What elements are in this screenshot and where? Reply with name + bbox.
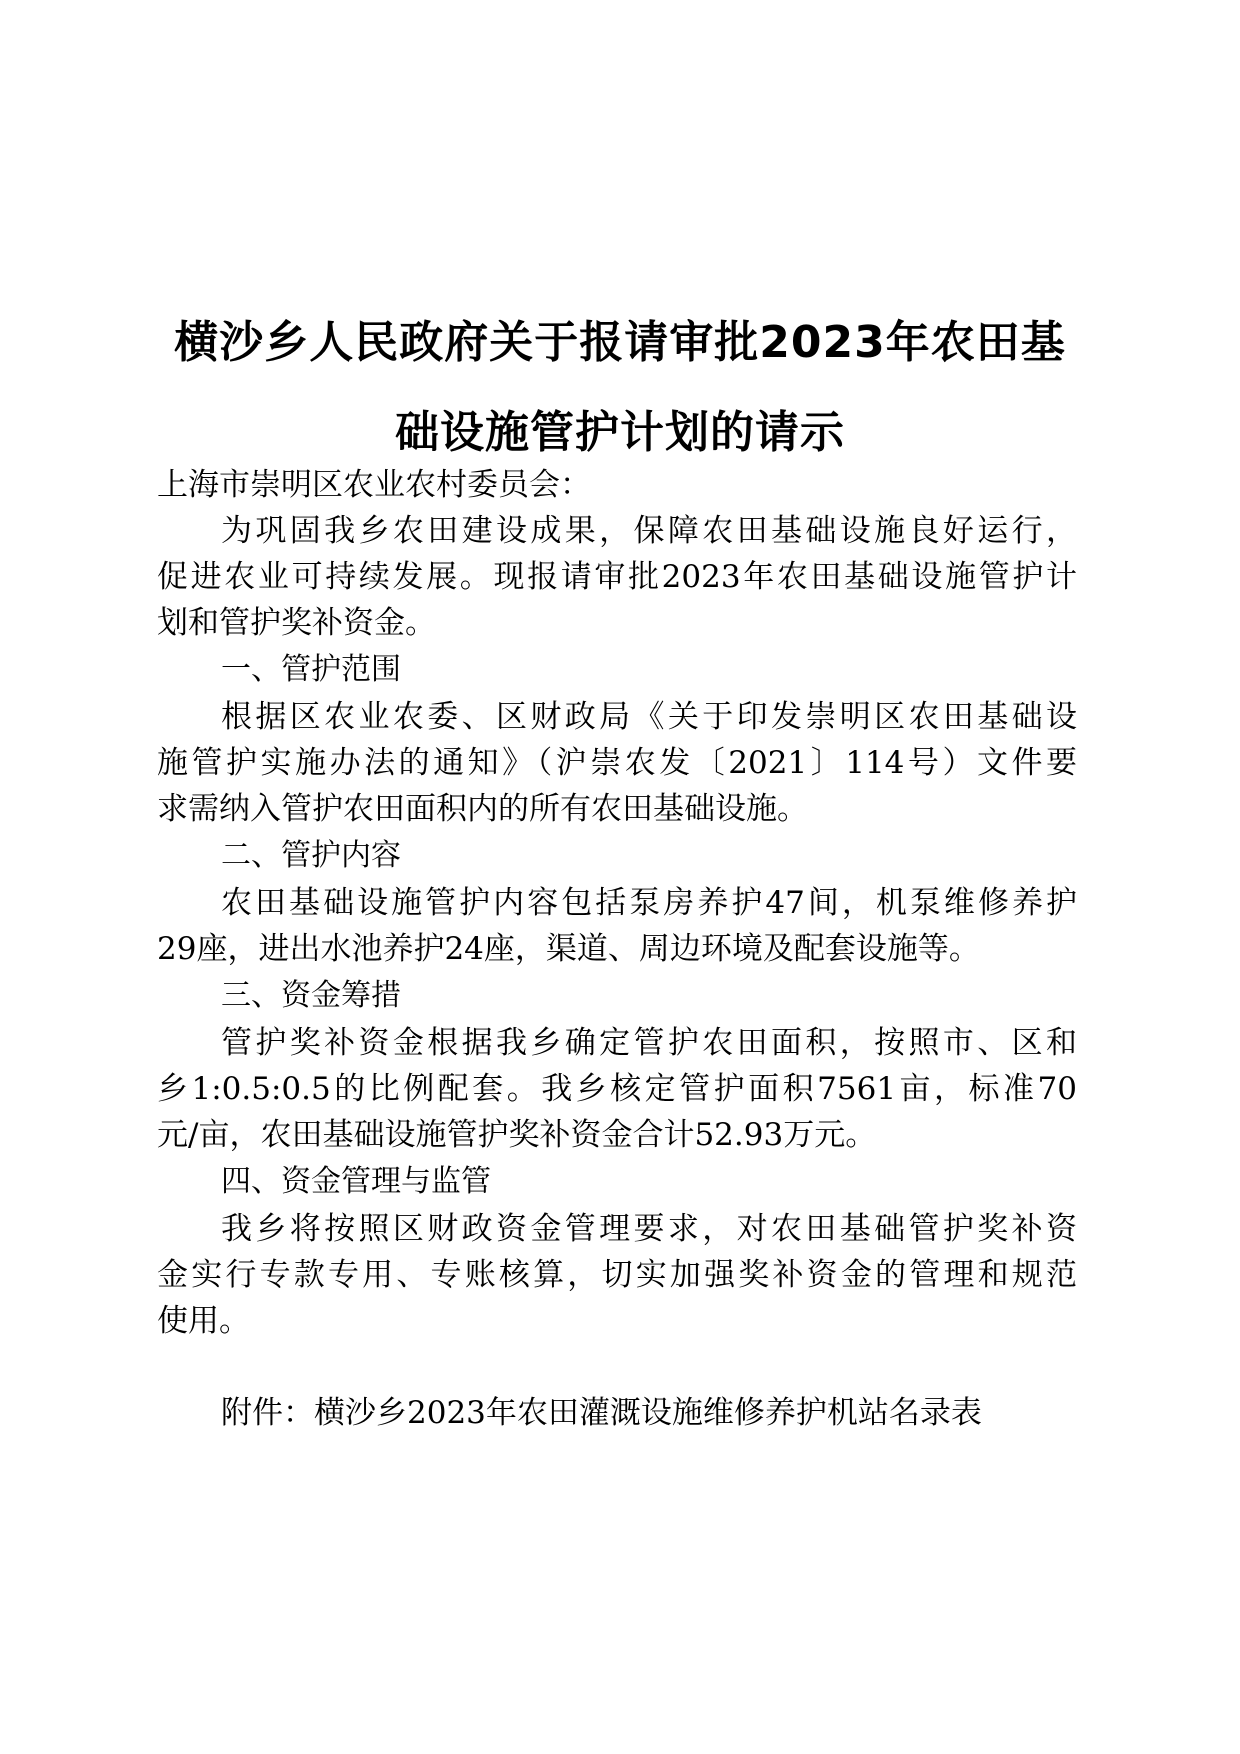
section-line: 根据区农业农委、区财政局《关于印发崇明区农田基础设 (221, 699, 1077, 735)
section-line: 农田基础设施管护内容包括泵房养护47间，机泵维修养护 (221, 885, 1077, 921)
section-heading-funding: 三、资金筹措 (221, 978, 401, 1013)
document-title-line-1: 横沙乡人民政府关于报请审批2023年农田基 (174, 317, 1066, 368)
section-line: 管护奖补资金根据我乡确定管护农田面积，按照市、区和 (221, 1025, 1077, 1061)
intro-line: 划和管护奖补资金。 (157, 605, 436, 641)
addressee: 上海市崇明区农业农村委员会： (157, 467, 591, 503)
section-heading-content: 二、管护内容 (221, 838, 401, 873)
section-line: 金实行专款专用、专账核算，切实加强奖补资金的管理和规范 (157, 1257, 1077, 1293)
section-line: 29座，进出水池养护24座，渠道、周边环境及配套设施等。 (157, 931, 980, 967)
document-title-line-2: 础设施管护计划的请示 (395, 407, 845, 458)
intro-line: 为巩固我乡农田建设成果，保障农田基础设施良好运行， (221, 513, 1077, 549)
section-line: 使用。 (157, 1303, 250, 1339)
section-line: 施管护实施办法的通知》（沪崇农发〔2021〕114号）文件要 (157, 745, 1077, 781)
section-line: 乡1:0.5:0.5的比例配套。我乡核定管护面积7561亩，标准70 (157, 1071, 1077, 1107)
section-heading-management: 四、资金管理与监管 (221, 1164, 491, 1199)
section-line: 求需纳入管护农田面积内的所有农田基础设施。 (157, 791, 808, 827)
intro-line: 促进农业可持续发展。现报请审批2023年农田基础设施管护计 (157, 559, 1077, 595)
section-heading-scope: 一、管护范围 (221, 652, 401, 687)
attachment-note: 附件：横沙乡2023年农田灌溉设施维修养护机站名录表 (221, 1395, 982, 1431)
section-line: 我乡将按照区财政资金管理要求，对农田基础管护奖补资 (221, 1211, 1077, 1247)
section-line: 元/亩，农田基础设施管护奖补资金合计52.93万元。 (157, 1117, 877, 1153)
